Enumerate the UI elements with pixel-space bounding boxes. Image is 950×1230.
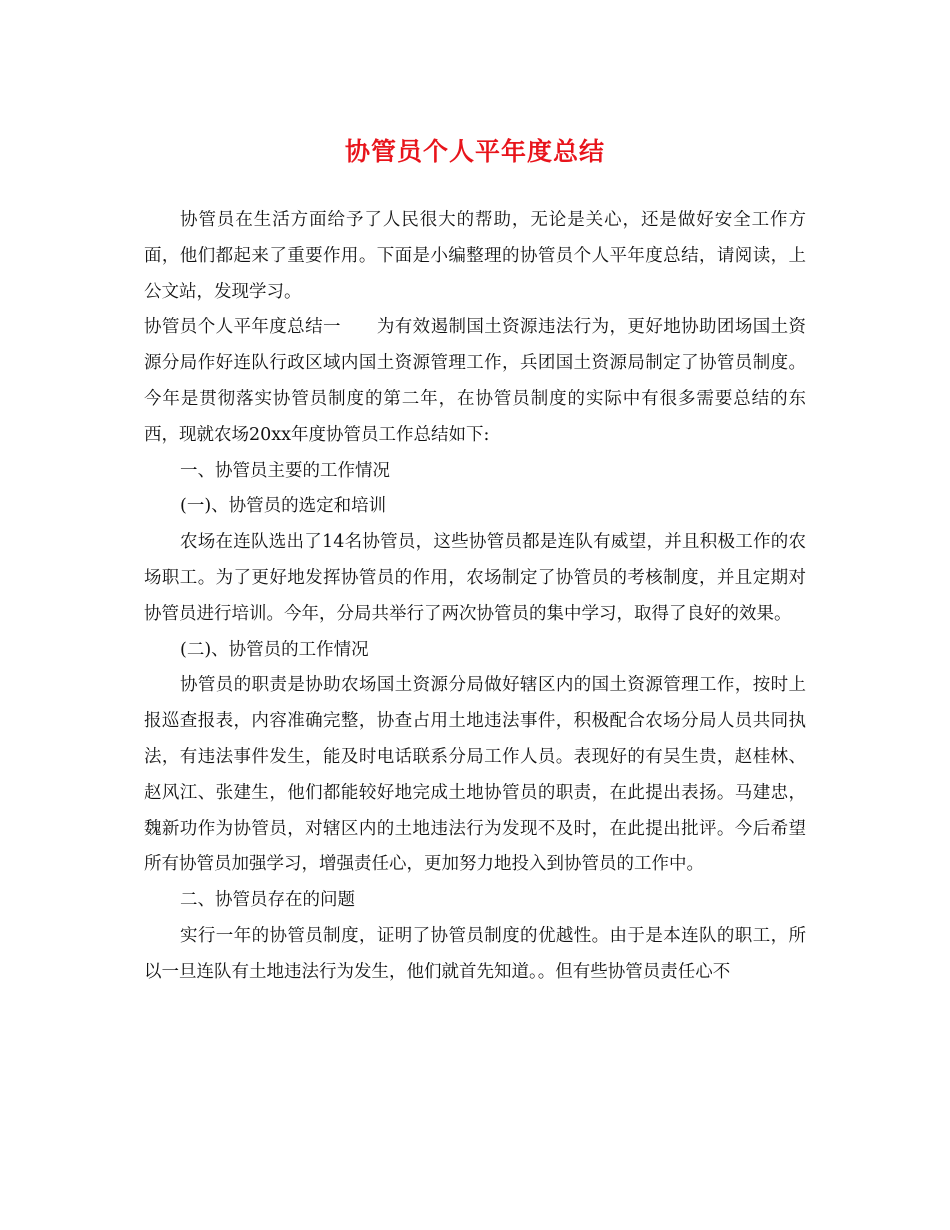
paragraph-problems: 实行一年的协管员制度，证明了协管员制度的优越性。由于是本连队的职工，所以一旦连队有土地违法行为发生，他们就首先知道。。但有些协管员责任心不 [144,925,806,982]
section-text: 为有效遏制国土资源违法行为，更好地协助团场国土资源分局作好连队行政区域内国土资源管理工作，兵团国土资源局制定了协管员制度。今年是贯彻落实协管员制度的第二年，在协管员制度的实际中有很多需要总结的东西，现就农场20xx年度协管员工作总结如下: [144,317,807,445]
section-one-paragraph [144,310,806,453]
subheading-work-situation: (二)、协管员的工作情况 [180,639,369,660]
document-body [144,203,806,991]
intro-paragraph: 协管员在生活方面给予了人民很大的帮助，无论是关心，还是做好安全工作方面，他们都起来了重要作用。下面是小编整理的协管员个人平年度总结，请阅读，上公文站，发现学习。 [144,210,806,302]
paragraph-work-situation: 协管员的职责是协助农场国土资源分局做好辖区内的国土资源管理工作，按时上报巡查报表，内容准确完整，协查占用土地违法事件，积极配合农场分局人员共同执法，有违法事件发生，能及时电话联系分局工作人员。表现好的有吴生贵，赵桂林、赵风江、张建生，他们都能较好地完成土地协管员的职责，在此提出表扬。马建忠，魏新功作为协管员，对辖区内的土地违法行为发现不及时，在此提出批评。今后希望所有协管员加强学习，增强责任心，更加努力地投入到协管员的工作中。 [144,675,806,875]
page-title: 协管员个人平年度总结 [344,137,605,166]
heading-problems: 二、协管员存在的问题 [180,890,355,911]
paragraph-selection-training: 农场在连队选出了14名协管员，这些协管员都是连队有威望，并且积极工作的农场职工。为了更好地发挥协管员的作用，农场制定了协管员的考核制度，并且定期对协管员进行培训。今年，分局共举行了两次协管员的集中学习，取得了良好的效果。 [144,532,806,624]
subheading-selection-training: (一)、协管员的选定和培训 [180,496,387,517]
section-label: 协管员个人平年度总结一 [144,317,341,338]
heading-work-situation: 一、协管员主要的工作情况 [180,460,390,481]
